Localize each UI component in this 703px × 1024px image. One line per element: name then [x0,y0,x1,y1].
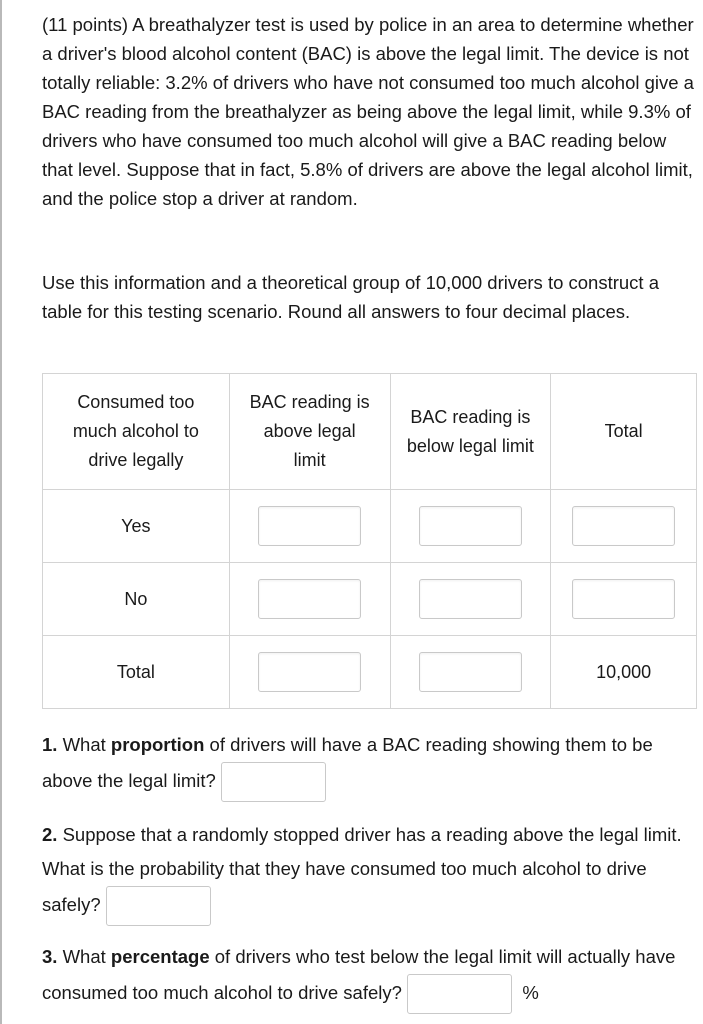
grand-total-value: 10,000 [551,636,697,709]
question-3-pre: What [57,946,111,967]
yes-total-input[interactable] [572,506,675,546]
percent-suffix: % [522,981,539,1003]
question-1-number: 1. [42,734,58,755]
contingency-table [42,373,697,709]
table-row-yes [43,490,697,563]
problem-intro: (11 points) A breathalyzer test is used by police in an area to determine whether a driver's blood alcohol content (BAC) is above the legal limit. The device is not totally reliable: 3.2% of drivers who have not consumed too much alcohol give a BAC reading from the breathalyzer as being above the legal limit, while 9.3% of drivers who have consumed too much alcohol will give a BAC reading below that level. Suppose that in fact, 5.8% of drivers are above the legal alcohol limit, and the police stop a driver at random. [42,14,694,209]
total-above-input[interactable] [258,652,361,692]
question-3-answer-input[interactable] [407,974,512,1014]
header-consumed-label: Consumed too much alcohol to drive legally [72,392,199,470]
question-3-number: 3. [42,946,58,967]
table-header-row [43,374,697,490]
question-1-pre: What [57,734,111,755]
question-1-answer-input[interactable] [221,762,326,802]
row-label-yes: Yes [43,490,230,563]
header-total-label: Total [604,421,643,441]
problem-instructions: Use this information and a theoretical group of 10,000 drivers to construct a table for this testing scenario. Round all answers to four decimal places. [42,272,660,322]
question-2-pre: Suppose that a randomly stopped driver has a reading above the legal limit. What is the probability that they have consumed too much alcohol to drive safely? [42,824,682,915]
header-total [551,374,697,490]
question-3-bold: percentage [110,946,210,967]
question-2-answer-input[interactable] [106,886,211,926]
question-2-number: 2. [42,824,58,845]
table-row-no [43,563,697,636]
row-label-total: Total [43,636,230,709]
yes-below-input[interactable] [419,506,522,546]
question-3-post: of drivers who test below the legal limit will actually have consumed too much alcohol to drive safely? [42,946,676,1003]
no-total-input[interactable] [572,579,675,619]
question-1-bold: proportion [110,734,205,755]
header-below-label: BAC reading is below legal limit [406,406,534,456]
question-3 [42,940,702,1014]
header-consumed [43,374,230,490]
header-above [229,374,390,490]
row-label-no: No [43,563,230,636]
question-1 [42,728,692,802]
header-above-label: BAC reading is above legal limit [249,392,370,470]
total-below-input[interactable] [419,652,522,692]
header-below [390,374,551,490]
table-row-total [43,636,697,709]
question-1-post: of drivers will have a BAC reading showing them to be above the legal limit? [42,734,653,791]
yes-above-input[interactable] [258,506,361,546]
question-2 [42,818,702,926]
no-above-input[interactable] [258,579,361,619]
no-below-input[interactable] [419,579,522,619]
page-left-border [0,0,2,1024]
